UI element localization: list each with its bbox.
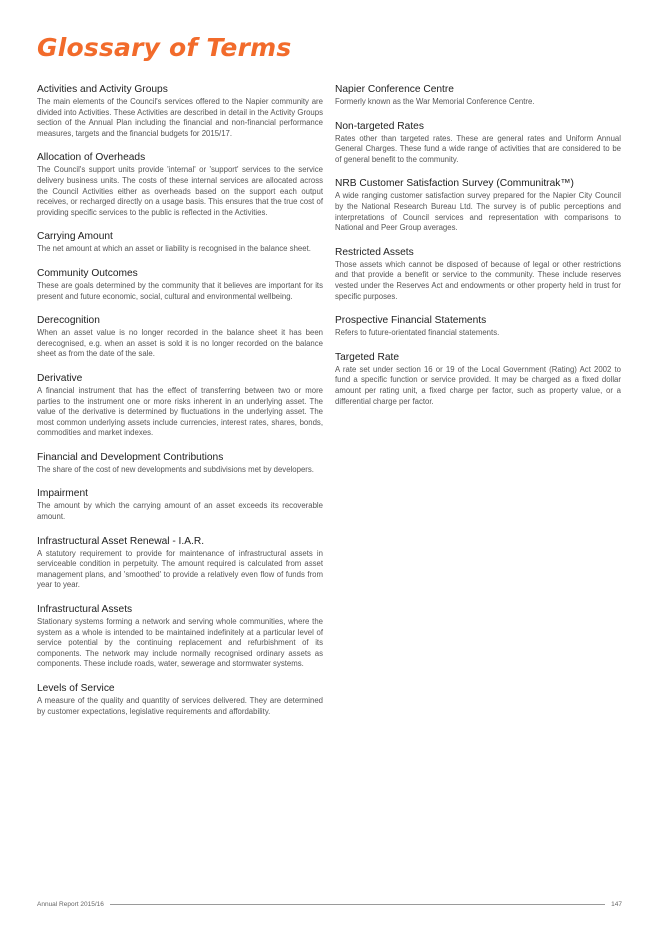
- glossary-entry: [37, 373, 323, 439]
- glossary-term: Community Outcomes: [37, 267, 138, 279]
- glossary-term: Targeted Rate: [335, 351, 399, 363]
- glossary-entry: [37, 452, 323, 476]
- glossary-entry: [37, 231, 323, 255]
- glossary-term: Activities and Activity Groups: [37, 84, 168, 95]
- glossary-entry: [335, 247, 621, 302]
- glossary-entry: [335, 121, 621, 166]
- glossary-definition: When an asset value is no longer recorded in the balance sheet it has been derecognised, e.g. when an asset is sold it is no longer recorded on the balance sheet as from the date of the sale.: [37, 328, 323, 359]
- glossary-entry: [37, 315, 323, 360]
- glossary-definition: Rates other than targeted rates. These are general rates and Uniform Annual General Charges. These fund a wide range of activities that are considered to be of general benefit to the community.: [335, 133, 621, 164]
- glossary-definition: The amount by which the carrying amount of an asset exceeds its recoverable amount.: [37, 501, 323, 522]
- glossary-definition: Stationary systems forming a network and serving whole communities, where the system as a whole is intended to be maintained indefinitely at a particular level of service potential by the continuing replacement and refurbishment of its components. The network may include normally recognised ordinary assets as components. These include roads, water, sewerage and stormwater systems.: [37, 617, 323, 669]
- glossary-term: Carrying Amount: [37, 231, 113, 243]
- glossary-term: Allocation of Overheads: [37, 152, 146, 164]
- glossary-entry: [37, 268, 323, 302]
- glossary-definition: A financial instrument that has the effect of transferring between two or more parties to the instrument one or more risks inherent in an underlying asset. The value of the derivative is determined by fluctuations in the underlying asset. The most common underlying assets include currencies, interest rates, shares, bonds, commodities and market indexes.: [37, 385, 323, 438]
- glossary-term: Prospective Financial Statements: [335, 315, 487, 327]
- glossary-definition: A rate set under section 16 or 19 of the Local Government (Rating) Act 2002 to fund a specific function or service provided. It may be charged as a fixed dollar amount per rating unit, a fixed charge per factor, such as property value, or a differential charge per factor.: [335, 364, 621, 406]
- glossary-entry: [37, 84, 323, 139]
- glossary-entry: [37, 536, 323, 591]
- glossary-term: Napier Conference Centre: [335, 84, 454, 95]
- glossary-definition: Refers to future-orientated financial statements.: [335, 328, 500, 338]
- glossary-definition: A measure of the quality and quantity of services delivered. They are determined by customer expectations, legislative requirements and affordability.: [37, 696, 323, 716]
- glossary-entry: [37, 604, 323, 670]
- glossary-definition: A wide ranging customer satisfaction survey prepared for the Napier City Council by the National Research Bureau Ltd. The survey is of public perceptions and interpretations of Council services and representation with comparisons to National and Peer Group averages.: [335, 191, 621, 233]
- glossary-definition: The net amount at which an asset or liability is recognised in the balance sheet.: [37, 244, 311, 254]
- glossary-definition: A statutory requirement to provide for maintenance of infrastructural assets in serviceable condition in perpetuity. The amount required is calculated from asset management plans, and 'smoothed' to provide a relatively even flow of funds from year to year.: [37, 548, 323, 590]
- footer-divider: [110, 904, 605, 905]
- page-footer: [37, 898, 622, 910]
- glossary-term: Derecognition: [37, 315, 100, 327]
- glossary-entry: [335, 178, 621, 233]
- glossary-entry: [37, 683, 323, 717]
- glossary-column-right: [335, 84, 621, 420]
- glossary-term: Restricted Assets: [335, 246, 414, 258]
- glossary-term: Impairment: [37, 488, 88, 500]
- glossary-entry: [335, 352, 621, 407]
- glossary-definition: The Council's support units provide 'internal' or 'support' services to the service delivery business units. The costs of these internal services are allocated across the Council Activities either as overheads based on the support each output receives, or recharged directly on a usage basis. This ensures that the true cost of providing specific services to the public is reflected in the Activities.: [37, 165, 323, 217]
- glossary-term: Financial and Development Contributions: [37, 451, 224, 463]
- glossary-term: Infrastructural Assets: [37, 604, 133, 616]
- glossary-column-left: [37, 84, 323, 730]
- page-number: 147: [611, 900, 622, 908]
- glossary-entry: [335, 84, 621, 108]
- glossary-entry: [37, 152, 323, 218]
- glossary-entry: [37, 488, 323, 522]
- glossary-term: Non-targeted Rates: [335, 120, 424, 132]
- glossary-definition: Those assets which cannot be disposed of because of legal or other restrictions and that provide a benefit or service to the community. These include reserves vested under the Reserves Act and endowments or other property held in trust for specific purposes.: [335, 259, 621, 301]
- footer-report-label: Annual Report 2015/16: [37, 900, 104, 908]
- glossary-term: Derivative: [37, 372, 83, 384]
- glossary-definition: The main elements of the Council's services offered to the Napier community are divided into Activities. These Activities are described in detail in the Activity Groups section of the Annual Plan including the financial and non-financial performance measures, targets and the financial budgets for 2015/17.: [37, 97, 323, 138]
- glossary-term: NRB Customer Satisfaction Survey (Communitrak™): [335, 178, 574, 190]
- glossary-term: Levels of Service: [37, 683, 115, 694]
- glossary-definition: Formerly known as the War Memorial Conference Centre.: [335, 97, 535, 106]
- page-title: Glossary of Terms: [37, 33, 292, 62]
- glossary-definition: The share of the cost of new developments and subdivisions met by developers.: [37, 464, 314, 474]
- glossary-entry: [335, 315, 621, 339]
- glossary-term: Infrastructural Asset Renewal - I.A.R.: [37, 535, 205, 547]
- glossary-definition: These are goals determined by the community that it believes are important for its present and future economic, social, cultural and environmental wellbeing.: [37, 280, 323, 301]
